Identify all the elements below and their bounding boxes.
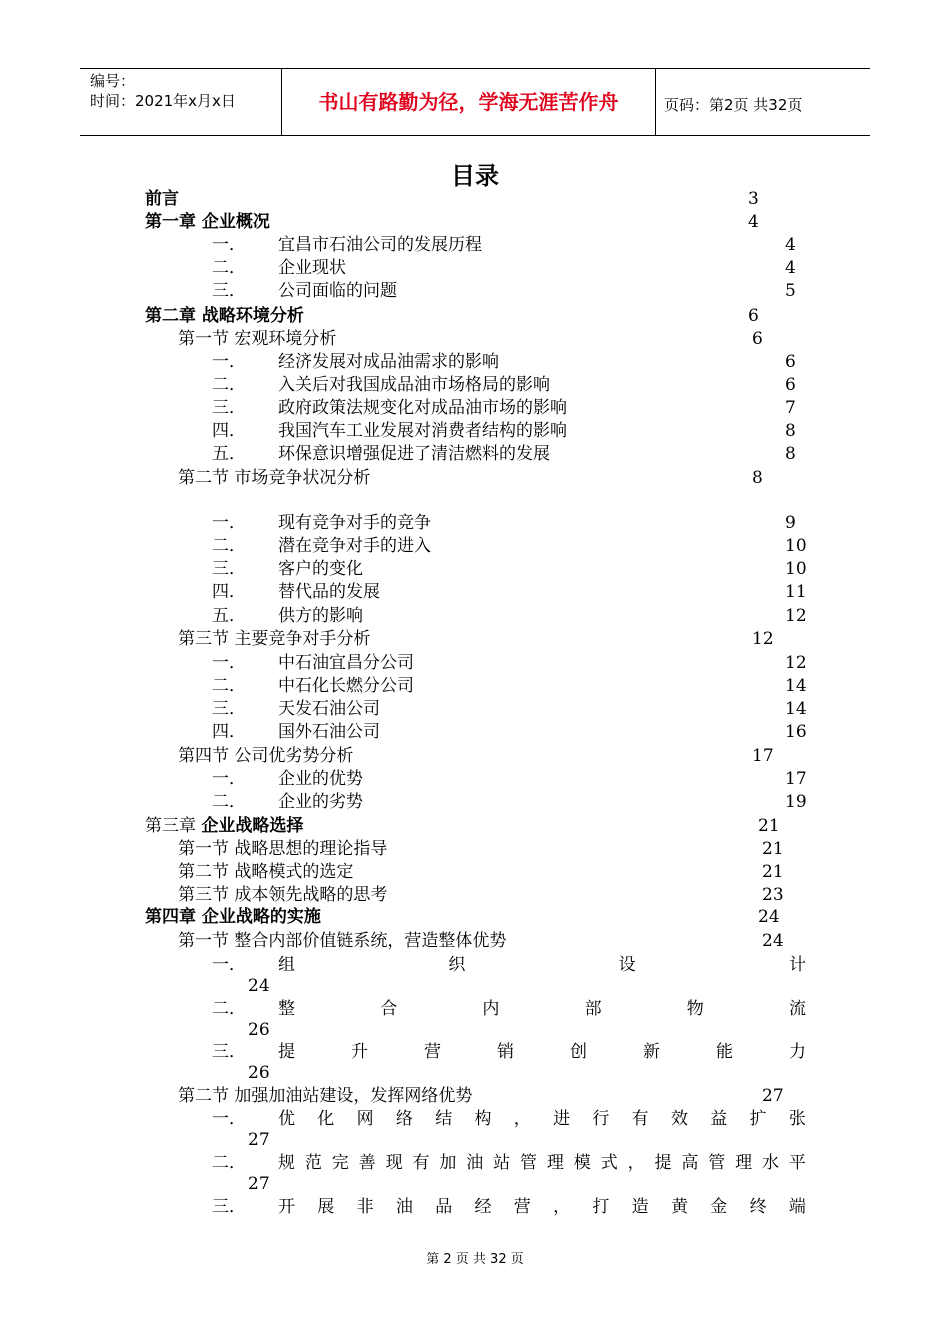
toc-section[interactable]: 第二节 市场竞争状况分析	[178, 468, 371, 488]
toc-item-char: 升	[351, 1042, 368, 1062]
toc-item-marker: 三．	[212, 1042, 246, 1062]
toc-item-marker: 四．	[212, 722, 246, 742]
toc-page-number: 21	[762, 862, 784, 882]
toc-page-number: 8	[785, 421, 796, 441]
toc-item-char: 造	[631, 1197, 649, 1217]
toc-page-number: 3	[748, 189, 759, 209]
toc-chapter[interactable]: 第一章 企业概况	[145, 212, 270, 232]
toc-page-number: 26	[248, 1020, 270, 1040]
toc-page-number: 8	[785, 444, 796, 464]
toc-item-char: 整	[278, 999, 295, 1019]
toc-item-char: 端	[788, 1197, 806, 1217]
toc-item-char: 力	[789, 1042, 806, 1062]
toc-subitem[interactable]: 客户的变化	[278, 559, 363, 579]
toc-subitem[interactable]: 现有竞争对手的竞争	[278, 513, 431, 533]
toc-item-char: 物	[686, 999, 704, 1019]
toc-item-char: 黄	[670, 1197, 688, 1217]
toc-subitem[interactable]: 潜在竞争对手的进入	[278, 536, 431, 556]
toc-item-char: 现	[385, 1153, 403, 1173]
toc-item-char: 理	[546, 1153, 564, 1173]
toc-page-number: 27	[248, 1130, 270, 1150]
toc-chapter[interactable]: 前言	[145, 189, 179, 209]
toc-subitem[interactable]: 我国汽车工业发展对消费者结构的影响	[278, 421, 567, 441]
toc-section[interactable]: 第一节 整合内部价值链系统，营造整体优势	[178, 931, 507, 951]
toc-item-char: 展	[317, 1197, 335, 1217]
toc-item-char: 站	[493, 1153, 511, 1173]
toc-item-marker: 五．	[212, 606, 246, 626]
toc-item-char: ，	[627, 1153, 645, 1173]
toc-item-char: 组	[278, 955, 295, 975]
header-divider-right	[655, 68, 656, 136]
header-motto: 书山有路勤为径，学海无涯苦作舟	[318, 90, 619, 114]
toc-item-char: 计	[788, 955, 806, 975]
header-bottom-rule	[80, 135, 870, 136]
toc-item-marker: 二．	[212, 999, 246, 1019]
toc-item-char: 范	[304, 1153, 322, 1173]
toc-page-number: 6	[785, 352, 796, 372]
page-footer: 第 2 页 共 32 页	[426, 1252, 524, 1267]
toc-page-number: 6	[752, 329, 763, 349]
toc-subitem[interactable]: 天发石油公司	[278, 699, 380, 719]
toc-chapter-prefix: 第三章	[145, 816, 202, 836]
toc-item-text[interactable]	[278, 1041, 806, 1064]
toc-item-char: 扩	[749, 1109, 767, 1129]
toc-item-marker: 一．	[212, 769, 246, 789]
toc-item-char: 加	[439, 1153, 457, 1173]
toc-chapter-title: 企业战略选择	[201, 816, 304, 836]
toc-item-marker: 三．	[212, 1197, 246, 1217]
toc-item-char: 有	[631, 1109, 649, 1129]
toc-item-char: 优	[278, 1109, 295, 1129]
toc-page-number: 4	[785, 258, 796, 278]
toc-item-char: 理	[735, 1153, 753, 1173]
toc-item-char: 式	[600, 1153, 618, 1173]
toc-page-number: 24	[762, 931, 784, 951]
toc-page-number: 19	[785, 792, 807, 812]
toc-item-char: 益	[710, 1109, 728, 1129]
toc-chapter[interactable]	[145, 815, 303, 838]
toc-item-marker: 一．	[212, 1109, 246, 1129]
toc-item-marker: 一．	[212, 352, 246, 372]
toc-item-char: 打	[592, 1197, 610, 1217]
toc-item-char: 品	[435, 1197, 453, 1217]
toc-subitem[interactable]: 企业的劣势	[278, 792, 363, 812]
toc-page-number: 12	[785, 653, 807, 673]
toc-page-number: 24	[758, 907, 780, 927]
toc-page-number: 12	[752, 629, 774, 649]
toc-item-marker: 二．	[212, 1153, 246, 1173]
toc-item-char: 金	[710, 1197, 728, 1217]
toc-item-char: 营	[513, 1197, 531, 1217]
toc-item-marker: 二．	[212, 258, 246, 278]
toc-item-char: ，	[513, 1109, 531, 1129]
toc-item-char: 网	[356, 1109, 374, 1129]
toc-item-char: 部	[584, 999, 602, 1019]
toc-item-marker: 三．	[212, 281, 246, 301]
toc-section[interactable]: 第一节 宏观环境分析	[178, 329, 337, 349]
toc-page-number: 21	[762, 839, 784, 859]
toc-page-number: 8	[752, 468, 763, 488]
toc-page-number: 24	[248, 976, 270, 996]
toc-item-char: 规	[278, 1153, 295, 1173]
toc-item-marker: 二．	[212, 792, 246, 812]
toc-item-char: 行	[592, 1109, 610, 1129]
toc-page-number: 14	[785, 676, 807, 696]
toc-page-number: 26	[248, 1063, 270, 1083]
toc-item-marker: 一．	[212, 235, 246, 255]
toc-subitem[interactable]: 中石化长燃分公司	[278, 676, 414, 696]
toc-page-number: 11	[785, 582, 807, 602]
toc-item-char: 完	[331, 1153, 349, 1173]
toc-item-char: 化	[317, 1109, 335, 1129]
toc-chapter[interactable]: 第二章 战略环境分析	[145, 306, 304, 326]
toc-item-marker: 三．	[212, 699, 246, 719]
toc-item-char: 效	[670, 1109, 688, 1129]
toc-page-number: 12	[785, 606, 807, 626]
toc-item-char: 开	[278, 1197, 295, 1217]
toc-page-number: 5	[785, 281, 796, 301]
toc-item-marker: 一．	[212, 513, 246, 533]
toc-page-number: 7	[785, 398, 796, 418]
toc-item-char: 新	[643, 1042, 660, 1062]
toc-page-number: 17	[785, 769, 807, 789]
toc-item-text[interactable]	[278, 1108, 806, 1131]
toc-subitem[interactable]: 入关后对我国成品油市场格局的影响	[278, 375, 550, 395]
toc-item-char: 平	[788, 1153, 806, 1173]
toc-item-char: 络	[395, 1109, 413, 1129]
toc-item-marker: 二．	[212, 536, 246, 556]
toc-item-char: ，	[553, 1197, 571, 1217]
toc-subitem[interactable]: 供方的影响	[278, 606, 363, 626]
toc-item-char: 管	[520, 1153, 538, 1173]
toc-item-char: 善	[358, 1153, 376, 1173]
toc-item-text[interactable]	[278, 1152, 806, 1175]
toc-item-marker: 五．	[212, 444, 246, 464]
toc-item-char: 管	[708, 1153, 726, 1173]
toc-item-char: 非	[356, 1197, 374, 1217]
toc-item-char: 油	[466, 1153, 484, 1173]
toc-page-number: 10	[785, 559, 807, 579]
toc-subitem[interactable]: 中石油宜昌分公司	[278, 653, 414, 673]
toc-title: 目录	[451, 162, 499, 190]
toc-item-marker: 四．	[212, 582, 246, 602]
toc-item-char: 水	[762, 1153, 780, 1173]
toc-item-char: 终	[749, 1197, 767, 1217]
toc-item-char: 内	[482, 999, 500, 1019]
toc-item-marker: 四．	[212, 421, 246, 441]
toc-item-marker: 一．	[212, 955, 246, 975]
toc-item-char: 油	[395, 1197, 413, 1217]
toc-page-number: 23	[762, 885, 784, 905]
toc-item-char: 流	[788, 999, 806, 1019]
toc-item-char: 织	[448, 955, 466, 975]
toc-subitem[interactable]: 宜昌市石油公司的发展历程	[278, 235, 482, 255]
toc-subitem[interactable]: 环保意识增强促进了清洁燃料的发展	[278, 444, 550, 464]
toc-subitem[interactable]: 国外石油公司	[278, 722, 380, 742]
toc-item-char: 张	[788, 1109, 806, 1129]
toc-chapter[interactable]: 第四章 企业战略的实施	[145, 907, 321, 927]
toc-item-char: 营	[424, 1042, 441, 1062]
toc-page-number: 16	[785, 722, 807, 742]
toc-item-char: 模	[573, 1153, 591, 1173]
toc-section[interactable]: 第四节 公司优劣势分析	[178, 746, 354, 766]
toc-item-char: 有	[412, 1153, 430, 1173]
toc-subitem[interactable]: 政府政策法规变化对成品油市场的影响	[278, 398, 567, 418]
doc-number-label: 编号：	[90, 72, 136, 90]
toc-item-char: 构	[474, 1109, 492, 1129]
page-code: 页码：第2页 共32页	[664, 96, 803, 114]
toc-section[interactable]: 第一节 战略思想的理论指导	[178, 839, 388, 859]
toc-page-number: 14	[785, 699, 807, 719]
toc-page-number: 10	[785, 536, 807, 556]
toc-item-char: 设	[618, 955, 636, 975]
toc-item-char: 提	[278, 1042, 295, 1062]
toc-page-number: 9	[785, 513, 796, 533]
toc-subitem[interactable]: 公司面临的问题	[278, 281, 397, 301]
time-label: 时间：2021年x月x日	[90, 92, 236, 110]
toc-page-number: 21	[758, 816, 780, 836]
toc-section[interactable]: 第二节 战略模式的选定	[178, 862, 354, 882]
toc-item-char: 高	[681, 1153, 699, 1173]
toc-subitem[interactable]: 企业现状	[278, 258, 346, 278]
toc-subitem[interactable]: 替代品的发展	[278, 582, 380, 602]
toc-section[interactable]: 第三节 主要竞争对手分析	[178, 629, 371, 649]
toc-item-char: 提	[654, 1153, 672, 1173]
toc-page-number: 4	[785, 235, 796, 255]
toc-subitem[interactable]: 经济发展对成品油需求的影响	[278, 352, 499, 372]
toc-item-char: 销	[497, 1042, 514, 1062]
toc-page-number: 6	[785, 375, 796, 395]
toc-item-char: 合	[380, 999, 398, 1019]
toc-item-char: 经	[474, 1197, 492, 1217]
toc-item-char: 创	[570, 1042, 587, 1062]
toc-page-number: 27	[248, 1174, 270, 1194]
toc-section[interactable]: 第三节 成本领先战略的思考	[178, 885, 388, 905]
toc-item-char: 结	[435, 1109, 453, 1129]
toc-page-number: 27	[762, 1086, 784, 1106]
toc-item-text[interactable]	[278, 1196, 806, 1219]
header-top-rule	[80, 68, 870, 69]
toc-page-number: 17	[752, 746, 774, 766]
toc-item-marker: 二．	[212, 676, 246, 696]
toc-page-number: 6	[748, 306, 759, 326]
toc-item-text[interactable]	[278, 954, 806, 977]
toc-item-marker: 二．	[212, 375, 246, 395]
toc-item-text[interactable]	[278, 998, 806, 1021]
toc-item-char: 能	[716, 1042, 733, 1062]
toc-page-number: 4	[748, 212, 759, 232]
toc-item-marker: 三．	[212, 398, 246, 418]
toc-subitem[interactable]: 企业的优势	[278, 769, 363, 789]
toc-section[interactable]: 第二节 加强加油站建设，发挥网络优势	[178, 1086, 473, 1106]
toc-item-marker: 三．	[212, 559, 246, 579]
toc-item-char: 进	[553, 1109, 571, 1129]
toc-item-marker: 一．	[212, 653, 246, 673]
